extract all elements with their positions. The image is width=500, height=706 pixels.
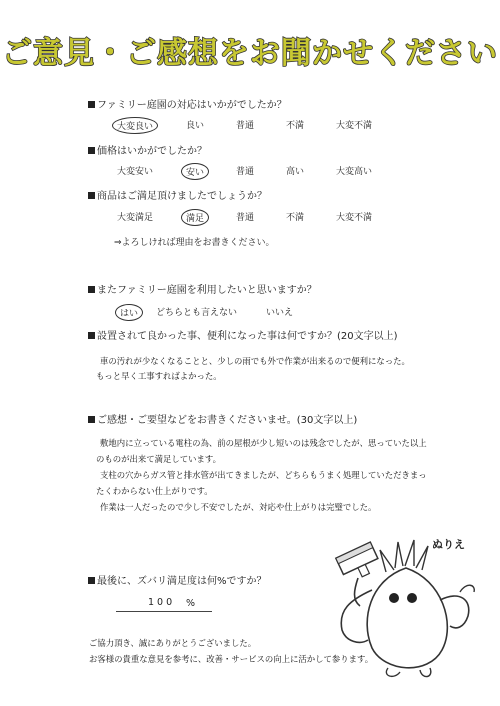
q1-option-selected[interactable]: 大変良い	[112, 117, 158, 134]
closing-line: お客様の貴重な意見を参考に、改善・サービスの向上に活かして参ります。	[89, 654, 374, 664]
question-reuse	[88, 281, 317, 296]
q2-option[interactable]: 高い	[286, 167, 305, 177]
satisfaction-value: 100	[148, 597, 176, 608]
question-label: 商品はご満足頂けましたでしょうか？	[97, 191, 267, 202]
answer-line: もっと早く工事すればよかった。	[96, 371, 222, 381]
square-bullet-icon	[88, 286, 95, 293]
question-product	[88, 187, 267, 202]
square-bullet-icon	[88, 416, 95, 423]
question-benefit	[88, 327, 398, 342]
question-label: 最後に、ズバリ満足度は何%ですか？	[97, 576, 267, 587]
question-satisfaction-percent	[88, 572, 267, 587]
q2-option[interactable]: 大変安い	[117, 167, 154, 177]
answer-line: 敷地内に立っている電柱の為、前の屋根が少し短いのは残念でしたが、思っていた以上	[100, 438, 427, 448]
q1-option[interactable]: 不満	[286, 121, 305, 131]
question-satisfaction-service	[88, 96, 287, 111]
q3-option[interactable]: 大変不満	[336, 213, 373, 223]
answer-line: たくわからない仕上がりです。	[96, 486, 213, 496]
square-bullet-icon	[88, 101, 95, 108]
answer-line: 作業は一人だったので少し不安でしたが、対応や仕上がりは完璧でした。	[100, 502, 377, 512]
q2-option[interactable]: 普通	[236, 167, 255, 177]
question-label: またファミリー庭園を利用したいと思いますか？	[97, 285, 317, 296]
square-bullet-icon	[88, 147, 95, 154]
question-price	[88, 142, 207, 157]
question-label: ファミリー庭園の対応はいかがでしたか？	[97, 100, 287, 111]
q3-option-selected[interactable]: 満足	[181, 209, 209, 226]
question-label: 設置されて良かった事、便利になった事は何ですか？(20文字以上)	[97, 331, 398, 342]
onion-mascot-icon	[310, 530, 495, 690]
page-title: ご意見・ご感想をお聞かせください	[2, 36, 498, 71]
q2-option-selected[interactable]: 安い	[181, 163, 209, 180]
question-feedback	[88, 411, 357, 426]
q4-option[interactable]: どちらとも言えない	[156, 308, 238, 318]
answer-line: のものが出来て満足しています。	[96, 454, 221, 464]
q1-option[interactable]: 普通	[236, 121, 255, 131]
question-label: 価格はいかがでしたか？	[97, 146, 207, 157]
answer-line: 車の汚れが少なくなることと、少しの雨でも外で作業が出来るので便利になった。	[100, 356, 410, 366]
square-bullet-icon	[88, 332, 95, 339]
q2-option[interactable]: 大変高い	[336, 167, 373, 177]
closing-line: ご協力頂き、誠にありがとうございました。	[89, 638, 257, 648]
mascot-name: ぬりえ	[432, 538, 465, 551]
q3-option[interactable]: 大変満足	[117, 213, 154, 223]
square-bullet-icon	[88, 192, 95, 199]
percent-unit: %	[186, 598, 196, 609]
question-label: ご感想・ご要望などをお書きくださいませ。(30文字以上)	[97, 415, 358, 426]
q3-option[interactable]: 不満	[286, 213, 305, 223]
reason-note: ⇒よろしければ理由をお書きください。	[114, 238, 275, 248]
answer-line: 支柱の穴からガス管と排水管が出てきましたが、どちらもうまく処理していただきまっ	[100, 470, 427, 480]
q4-option[interactable]: いいえ	[266, 308, 294, 318]
q3-option[interactable]: 普通	[236, 213, 255, 223]
square-bullet-icon	[88, 577, 95, 584]
q1-option[interactable]: 大変不満	[336, 121, 373, 131]
satisfaction-percent-field[interactable]	[116, 597, 212, 612]
q1-option[interactable]: 良い	[186, 121, 205, 131]
q4-option-selected[interactable]: はい	[115, 304, 143, 321]
